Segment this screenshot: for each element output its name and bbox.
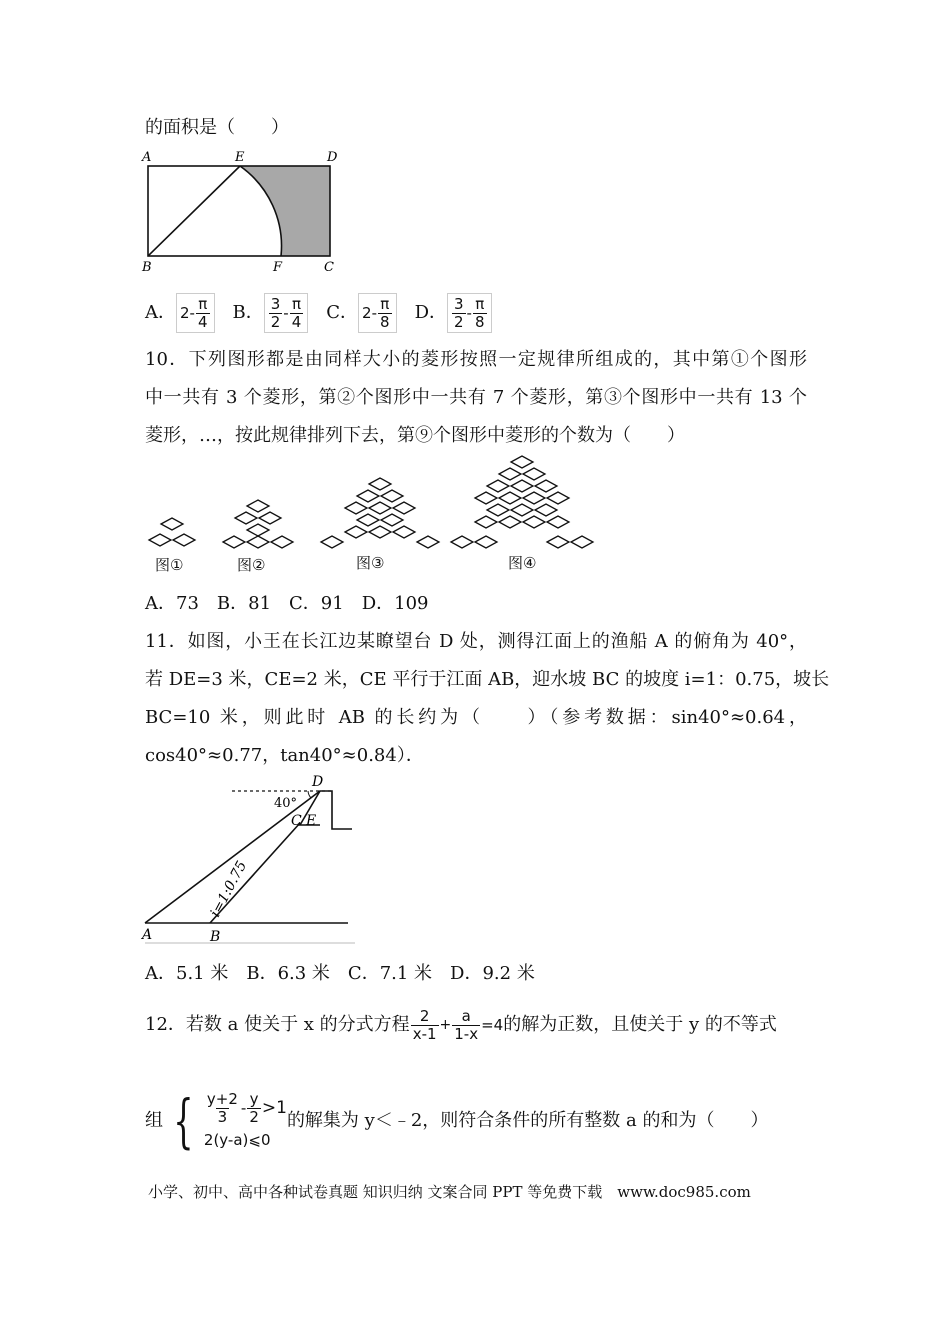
q9-option-b-frac1 — [269, 296, 283, 331]
q11-line-2: 若 DE=3 米，CE=2 米，CE 平行于江面 AB，迎水坡 BC 的坡度 i=1：0.75，坡长 — [145, 669, 830, 690]
q9-option-b-fn: 3 — [270, 294, 281, 313]
q9-label-c: C — [324, 260, 334, 275]
rhombus-shape — [523, 492, 545, 504]
rhombus-shape — [417, 536, 439, 548]
q12-brace: { — [173, 1087, 194, 1155]
q9-label-d: D — [327, 150, 338, 165]
q9-option-a-frac — [196, 296, 210, 331]
q9-option-c-minus: - — [371, 304, 378, 322]
q9-option-d-frac1 — [452, 296, 466, 331]
q12-line-2 — [145, 1082, 768, 1160]
q12-ineq-2: 2(y-a)⩽0 — [203, 1130, 271, 1149]
q9-option-a-den: 4 — [197, 312, 208, 331]
q9-question-tail: 的面积是（ ） — [145, 117, 289, 138]
q12-ineq1-frac1 — [205, 1091, 240, 1126]
q9-option-a-num: π — [198, 294, 208, 313]
q9-option-b-num: π — [291, 294, 301, 313]
q11-label-d: D — [312, 774, 324, 790]
q12-ineq1-frac2 — [247, 1091, 261, 1126]
q12-post2: 的解集为 y＜﹣2，则符合条件的所有整数 a 的和为（ ） — [286, 1110, 769, 1131]
q12-zu: 组 — [145, 1110, 163, 1131]
q11-label-slope: i=1:0.75 — [207, 858, 251, 920]
rhombus-shape — [223, 536, 245, 548]
rhombus-shape — [345, 526, 367, 538]
q11-label-e: E — [306, 813, 317, 829]
rhombus-shape — [523, 468, 545, 480]
rhombus-shape — [535, 480, 557, 492]
rhombus-shape — [487, 504, 509, 516]
q9-option-b-den: 4 — [291, 312, 302, 331]
page-footer: 小学、初中、高中各种试卷真题 知识归纳 文案合同 PPT 等免费下载 www.doc985.com — [148, 1183, 751, 1201]
q11-line-1: 11．如图，小王在长江边某瞭望台 D 处，测得江面上的渔船 A 的俯角为 40°， — [145, 631, 807, 652]
q9-option-d-minus: - — [466, 304, 472, 322]
q10-fig-label-4: 图④ — [508, 554, 537, 572]
q12-frac-2-den: 1-x — [454, 1024, 479, 1043]
rhombus-shape — [369, 478, 391, 490]
q12-ineq1-f2n: y — [249, 1089, 259, 1108]
rhombus-shape — [393, 526, 415, 538]
q9-option-d-num: π — [475, 294, 485, 313]
q10-fig-label-1: 图① — [155, 556, 184, 574]
rhombus-shape — [173, 534, 195, 546]
q9-option-a-whole: 2 — [180, 304, 190, 322]
q12-ineq1-f1d: 3 — [217, 1107, 228, 1126]
rhombus-shape — [345, 502, 367, 514]
q9-option-b-fd: 2 — [270, 312, 281, 331]
rhombus-shape — [271, 536, 293, 548]
rhombus-shape — [511, 456, 533, 468]
q9-option-c-den: 8 — [380, 312, 390, 331]
q9-option-c-expr — [358, 293, 397, 333]
q10-fig-label-2: 图② — [237, 556, 266, 574]
rhombus-shape — [571, 536, 593, 548]
q12-ineq1-rel: >1 — [261, 1098, 287, 1118]
q11-options: A．5.1 米 B．6.3 米 C．7.1 米 D．9.2 米 — [145, 963, 535, 984]
q12-post: 的解为正数，且使关于 y 的不等式 — [503, 1014, 777, 1035]
q9-shaded-region — [240, 166, 330, 256]
rhombus-shape — [369, 502, 391, 514]
q10-line-2: 中一共有 3 个菱形，第②个图形中一共有 7 个菱形，第③个图形中一共有 13 个 — [145, 387, 807, 408]
q9-label-b: B — [142, 260, 152, 275]
rhombus-shape — [381, 514, 403, 526]
q9-rectangle-figure — [140, 146, 340, 276]
q9-option-b-frac2 — [290, 296, 304, 331]
q9-option-b-letter: B． — [232, 302, 264, 323]
q9-label-f: F — [273, 260, 283, 275]
q10-fig-label-3: 图③ — [356, 554, 385, 572]
q9-option-d-den: 8 — [474, 312, 485, 331]
q12-frac-1-den: x-1 — [412, 1024, 437, 1043]
rhombus-shape — [475, 516, 497, 528]
rhombus-shape — [161, 518, 183, 530]
q9-option-a-minus: - — [189, 304, 195, 322]
q11-line-3: BC=10 米，则此时 AB 的长约为（ ）（参考数据：sin40°≈0.64， — [145, 707, 807, 728]
q9-option-a-expr — [176, 293, 215, 333]
q11-label-c: C — [291, 813, 302, 829]
q9-option-c-frac — [378, 296, 392, 331]
q9-option-c-num: π — [380, 294, 390, 313]
q12-ineq1-f1n: y+2 — [206, 1089, 238, 1108]
rhombus-shape — [523, 516, 545, 528]
q10-line-3: 菱形，…，按此规律排列下去，第⑨个图形中菱形的个数为（ ） — [145, 425, 685, 446]
rhombus-shape — [369, 526, 391, 538]
rhombus-shape — [547, 536, 569, 548]
rhombus-shape — [511, 480, 533, 492]
rhombus-shape — [499, 516, 521, 528]
q9-label-e: E — [235, 150, 245, 165]
q11-label-b: B — [210, 929, 221, 945]
q10-options: A．73 B．81 C．91 D．109 — [145, 593, 429, 614]
q11-label-angle: 40° — [274, 796, 298, 811]
q11-slope-figure — [140, 773, 360, 948]
rhombus-shape — [247, 536, 269, 548]
q9-option-d-fn: 3 — [454, 294, 464, 313]
q12-line-1 — [145, 1003, 777, 1047]
q9-option-c-whole: 2 — [362, 304, 372, 322]
rhombus-shape — [235, 512, 257, 524]
q12-frac-1 — [411, 1008, 439, 1043]
q9-option-d-fd: 2 — [454, 312, 464, 331]
rhombus-shape — [393, 502, 415, 514]
q11-label-a: A — [142, 927, 153, 943]
rhombus-shape — [511, 504, 533, 516]
rhombus-shape — [247, 524, 269, 536]
q12-ineq1-f2d: 2 — [249, 1107, 259, 1126]
q9-segment-be — [148, 166, 240, 256]
rhombus-shape — [499, 468, 521, 480]
q12-frac-1-num: 2 — [419, 1006, 430, 1025]
q12-ineq1-minus: - — [240, 1099, 247, 1117]
rhombus-shape — [321, 536, 343, 548]
q12-frac-2 — [452, 1008, 480, 1043]
q10-line-1: 10．下列图形都是由同样大小的菱形按照一定规律所组成的，其中第①个图形 — [145, 349, 807, 370]
q9-option-c-letter: C． — [326, 302, 359, 323]
rhombus-shape — [475, 492, 497, 504]
rhombus-shape — [357, 514, 379, 526]
q9-options — [145, 293, 492, 333]
rhombus-shape — [499, 492, 521, 504]
q9-option-a-letter: A． — [145, 302, 176, 323]
q9-option-d-frac2 — [473, 296, 487, 331]
rhombus-shape — [547, 492, 569, 504]
q12-pre: 12．若数 a 使关于 x 的分式方程 — [145, 1014, 410, 1035]
rhombus-shape — [247, 500, 269, 512]
q9-option-d-letter: D． — [414, 302, 447, 323]
q12-frac-2-num: a — [461, 1006, 471, 1025]
q12-ineq-system — [204, 1091, 287, 1152]
q12-ineq-1 — [204, 1091, 287, 1126]
rhombus-shape — [535, 504, 557, 516]
q9-option-b-minus: - — [283, 304, 289, 322]
q9-option-b-expr — [264, 293, 309, 333]
q12-eq: =4 — [481, 1016, 504, 1034]
rhombus-shape — [259, 512, 281, 524]
rhombus-shape — [357, 490, 379, 502]
q11-angle-arc — [308, 791, 311, 798]
q11-line-4: cos40°≈0.77，tan40°≈0.84）． — [145, 745, 424, 766]
q9-option-d-expr — [447, 293, 492, 333]
rhombus-shape — [487, 480, 509, 492]
q12-plus: + — [439, 1017, 452, 1033]
rhombus-shape — [381, 490, 403, 502]
rhombus-shape — [547, 516, 569, 528]
q9-label-a: A — [142, 150, 152, 165]
rhombus-shape — [149, 534, 171, 546]
rhombus-shape — [451, 536, 473, 548]
rhombus-shape — [475, 536, 497, 548]
